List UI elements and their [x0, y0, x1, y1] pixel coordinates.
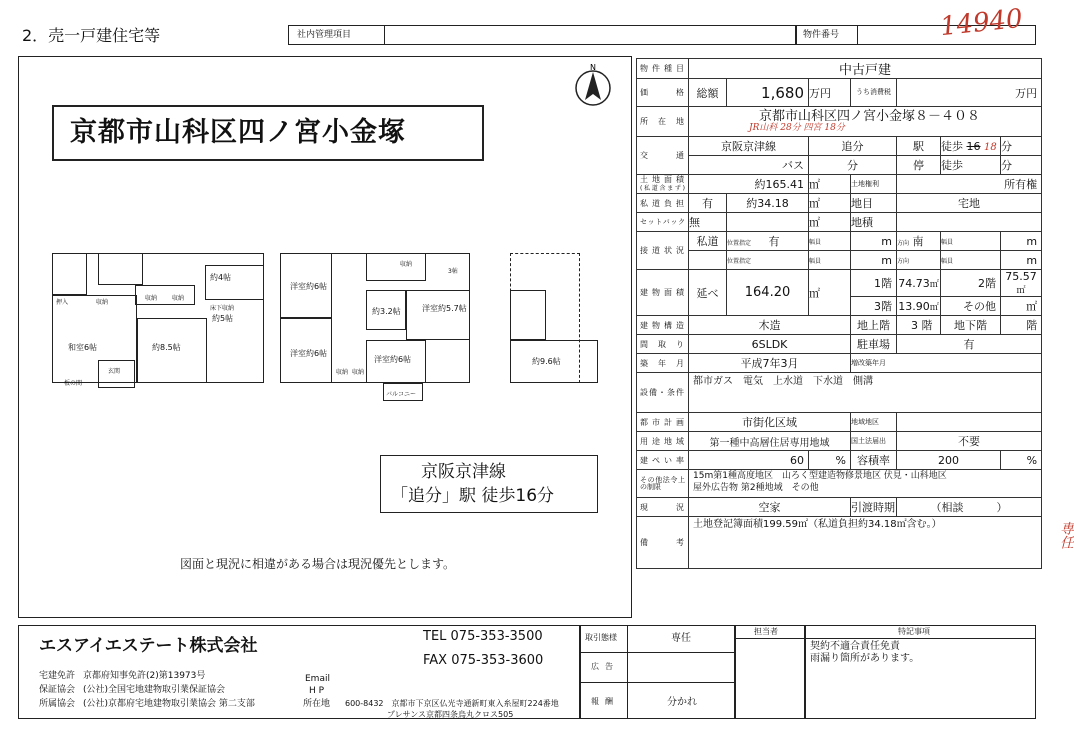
handwritten-access: JR山科 28分 四宮 18分 [749, 123, 845, 133]
facilities: 都市ガス 電気 上水道 下水道 側溝 [693, 376, 873, 387]
hp-label: H P [309, 686, 325, 696]
room-label: 3帖 [448, 268, 458, 275]
floor1: 74.73 [898, 276, 930, 290]
fee: 分かれ [667, 697, 697, 708]
label-setback: セットバック [637, 213, 689, 232]
road-m-2: m [1001, 232, 1042, 251]
table-cell [689, 517, 1074, 569]
land-cat: 宅地 [897, 194, 1042, 213]
station: 追分 [809, 137, 897, 156]
city-plan: 市街化区域 [689, 413, 851, 432]
license-label: 宅建免許 [39, 671, 76, 681]
guarantee-label: 保証協会 [39, 685, 76, 695]
notice-text: 図面と現況に相違がある場合は現況優先とします。 [180, 557, 456, 571]
road-m: m [851, 232, 897, 251]
road-width-label-4: 幅員 [941, 251, 1001, 270]
label-use-zone: 用途地域 [637, 432, 689, 451]
room-label: 洋室約6帖 [290, 349, 328, 358]
table-cell [897, 413, 1042, 432]
land-act: 不要 [897, 432, 1042, 451]
label-land-cat: 地目 [851, 194, 897, 213]
table-cell [637, 175, 689, 194]
structure: 木造 [689, 316, 851, 335]
label-land-area-sub: (私道含まず) [640, 185, 685, 192]
label-handover: 引渡時期 [851, 498, 897, 517]
built: 平成7年3月 [689, 354, 851, 373]
label-chiseki: 地積 [851, 213, 897, 232]
floor3-unit: ㎡ [929, 302, 939, 313]
table-cell [727, 213, 809, 232]
label-built: 築年月 [637, 354, 689, 373]
room-label: バルコニー [386, 391, 417, 398]
addr2: プレサンス京都四条烏丸クロス505 [387, 710, 514, 719]
direction-label: 方向 [897, 240, 910, 247]
deal: 専任 [671, 633, 691, 644]
label-city-plan: 都市計画 [637, 413, 689, 432]
label-above: 地上階 [851, 316, 897, 335]
bcr: 60 [689, 451, 809, 470]
floor2: 75.57 [1005, 270, 1037, 283]
label-structure: 建物構造 [637, 316, 689, 335]
direction-label-2: 方向 [897, 251, 941, 270]
road-width-label-2: 幅員 [941, 232, 1001, 251]
label-building-area: 建物面積 [637, 270, 689, 316]
label-tax: うち消費税 [851, 79, 897, 107]
label-parking: 駐車場 [851, 335, 897, 354]
label-private-road: 私道負担 [637, 194, 689, 213]
below-unit: 階 [1001, 316, 1042, 335]
floor1-unit: ㎡ [929, 279, 939, 290]
road-pos-cell [727, 232, 809, 251]
license: 京都府知事免許(2)第13973号 [83, 671, 206, 681]
room-label: 玄関 [108, 368, 121, 375]
label-road: 接道状況 [637, 232, 689, 270]
label-layout: 間取り [637, 335, 689, 354]
other-laws-1: 15m第1種高度地区 山ろく型建造物修景地区 伏見・山科地区 [693, 471, 947, 481]
setback-unit: ㎡ [809, 213, 851, 232]
status: 空家 [689, 498, 851, 517]
assoc: (公社)京都府宅地建物取引業協会 第二支部 [83, 699, 255, 709]
label-status: 現況 [637, 498, 689, 517]
price-unit: 万円 [809, 79, 851, 107]
room-label: 約3.2帖 [372, 307, 401, 316]
building-total-unit: ㎡ [809, 270, 851, 316]
table-cell [689, 373, 1042, 413]
label-traffic: 交通 [637, 137, 689, 175]
handover-cell: （相談 ） [897, 498, 1042, 517]
road-private: 私道 [689, 232, 727, 251]
walk-unit: 分 [1001, 137, 1042, 156]
ad-label: 広告 [591, 662, 619, 671]
floor1-label: 1階 [851, 270, 897, 297]
road-width-label: 幅員 [809, 232, 851, 251]
label-district: 地域地区 [851, 413, 897, 432]
addr-label: 所在地 [303, 699, 331, 709]
tel: TEL 075-353-3500 [423, 629, 543, 644]
company-name: エスアイエステート株式会社 [39, 636, 258, 656]
layout: 6SLDK [689, 335, 851, 354]
label-land-right: 土地権利 [851, 175, 897, 194]
floor2-unit: ㎡ [1016, 286, 1026, 296]
floor2-cell [1001, 270, 1042, 297]
mgmt-label: 社内管理項目 [297, 30, 352, 40]
road-pos-label: 位置指定 [727, 240, 752, 247]
station-line1: 京阪京津線 [421, 462, 506, 482]
page-title: 2．売一戸建住宅等 [22, 26, 161, 45]
floor3: 13.90 [898, 299, 930, 313]
price-total: 1,680 [727, 79, 809, 107]
station-box [380, 455, 598, 513]
special-1: 契約不適合責任免責 [810, 641, 900, 652]
above-unit: 階 [921, 319, 933, 332]
bcr-pct: % [809, 451, 851, 470]
label-land-area: 土地面積 [640, 175, 685, 184]
addr1: 600-8432 京都市下京区仏光寺通新町東入糸屋町224番地 [345, 699, 559, 708]
label-extension: 増改築年月 [851, 354, 1042, 373]
room-label: 洋室約6帖 [374, 355, 412, 364]
private-road-unit: ㎡ [809, 194, 851, 213]
other-label: その他 [941, 297, 1001, 316]
room-label: 約8.5帖 [152, 343, 181, 352]
label-far: 容積率 [851, 451, 897, 470]
room-label: 約5帖 [212, 314, 234, 323]
label-location: 所在地 [637, 107, 689, 137]
land-area-unit: ㎡ [809, 175, 851, 194]
station-line2: 「追分」駅 徒歩16分 [391, 486, 555, 506]
special-label: 特記事項 [898, 627, 930, 636]
road-m-4: m [1001, 251, 1042, 270]
label-price-total: 総額 [689, 79, 727, 107]
floor1-cell [897, 270, 941, 297]
walk-value: 16 [966, 140, 981, 153]
footer-staff-box [735, 625, 805, 719]
floor3-label: 3階 [851, 297, 897, 316]
room-label: 洋室約6帖 [290, 282, 328, 291]
parking: 有 [897, 335, 1042, 354]
walk2-unit: 分 [1001, 156, 1042, 175]
footer-deal-box [580, 625, 735, 719]
room-label: 収納 [145, 295, 158, 302]
table-cell [689, 107, 1042, 137]
label-bcr: 建ぺい率 [637, 451, 689, 470]
north-label: N [590, 63, 596, 72]
road-dir-cell [897, 232, 941, 251]
room-label: 約9.6帖 [532, 357, 561, 366]
table-cell [689, 251, 727, 270]
bus-unit: 分 [809, 156, 897, 175]
email-label: Email [305, 674, 330, 684]
room-label: 収納 [352, 369, 365, 376]
label-below: 地下階 [941, 316, 1001, 335]
notes: 土地登記簿面積199.59㎡（私道負担約34.18㎡含む。） [693, 519, 942, 530]
land-area: 約165.41 [689, 175, 809, 194]
use-zone: 第一種中高層住居専用地域 [689, 432, 851, 451]
room-label: 洋室約5.7帖 [422, 304, 467, 313]
room-label: 収納 [400, 261, 413, 268]
walk-label: 徒歩 [941, 140, 963, 153]
property-no-label: 物件番号 [803, 30, 840, 40]
deal-label: 取引態様 [585, 633, 617, 642]
far: 200 [897, 451, 1001, 470]
floor3-cell [897, 297, 941, 316]
fee-label: 報酬 [591, 697, 619, 706]
room-label: 収納 [336, 369, 349, 376]
road-pos: 有 [768, 235, 780, 248]
assoc-label: 所属協会 [39, 699, 76, 709]
road-m-3: m [851, 251, 897, 270]
land-right: 所有権 [897, 175, 1042, 194]
above-cell [897, 316, 941, 335]
special-2: 雨漏り箇所があります。 [810, 653, 920, 664]
far-pct: % [1001, 451, 1042, 470]
label-other-laws: その他法令上の制限 [637, 470, 689, 498]
table-cell [897, 213, 1042, 232]
location: 京都市山科区四ノ宮小金塚８－４０８ [759, 109, 981, 124]
address-title: 京都市山科区四ノ宮小金塚 [70, 117, 406, 148]
room-label: 押入 [56, 299, 69, 306]
label-property-type: 物件種目 [637, 59, 689, 79]
label-notes: 備考 [637, 517, 689, 569]
table-cell [689, 470, 1042, 498]
other-laws-2: 屋外広告物 第2種地域 その他 [693, 483, 819, 493]
label-facilities: 設備・条件 [637, 373, 689, 413]
building-total: 164.20 [727, 270, 809, 316]
road-dir: 南 [912, 235, 924, 248]
staff-label: 担当者 [754, 627, 778, 636]
spec-table [636, 58, 1074, 569]
private-road: 約34.18 [727, 194, 809, 213]
setback: 無 [689, 213, 727, 232]
tax-unit: 万円 [897, 79, 1042, 107]
room-label: 板の間 [64, 380, 83, 387]
road-pos-label-2: 位置指定 [727, 251, 809, 270]
private-road-has: 有 [689, 194, 727, 213]
north-arrow-icon [572, 62, 614, 108]
handwritten-number: 14940 [938, 3, 1025, 43]
guarantee: (公社)全国宅地建物取引業保証協会 [83, 685, 226, 695]
mgmt-box [288, 25, 796, 45]
footer-special-box [805, 625, 1036, 719]
walk-cell [941, 137, 1001, 156]
floor2-label: 2階 [941, 270, 1001, 297]
room-label: 床下収納 [210, 305, 235, 312]
room-label: 収納 [172, 295, 185, 302]
other-unit: ㎡ [1001, 297, 1042, 316]
station-unit: 駅 [897, 137, 941, 156]
fax: FAX 075-353-3600 [423, 653, 544, 668]
line: 京阪京津線 [689, 137, 809, 156]
property-type: 中古戸建 [689, 59, 1042, 79]
handwritten-mark: 専任 [1058, 521, 1074, 549]
address-title-box [52, 105, 484, 161]
room-label: 収納 [96, 299, 109, 306]
stop-label: 停 [897, 156, 941, 175]
label-building-total: 延べ [689, 270, 727, 316]
label-price: 価格 [637, 79, 689, 107]
label-land-act: 国土法届出 [851, 432, 897, 451]
bus-label: バス [689, 156, 809, 175]
handwritten-walk: 18 [984, 142, 997, 153]
room-label: 和室6帖 [68, 343, 98, 352]
footer-company-box [18, 625, 580, 719]
road-width-label-3: 幅員 [809, 251, 851, 270]
handover: 相談 [941, 501, 964, 514]
room-label: 約4帖 [210, 273, 232, 282]
above: 3 [911, 319, 918, 332]
walk2-label: 徒歩 [941, 156, 1001, 175]
